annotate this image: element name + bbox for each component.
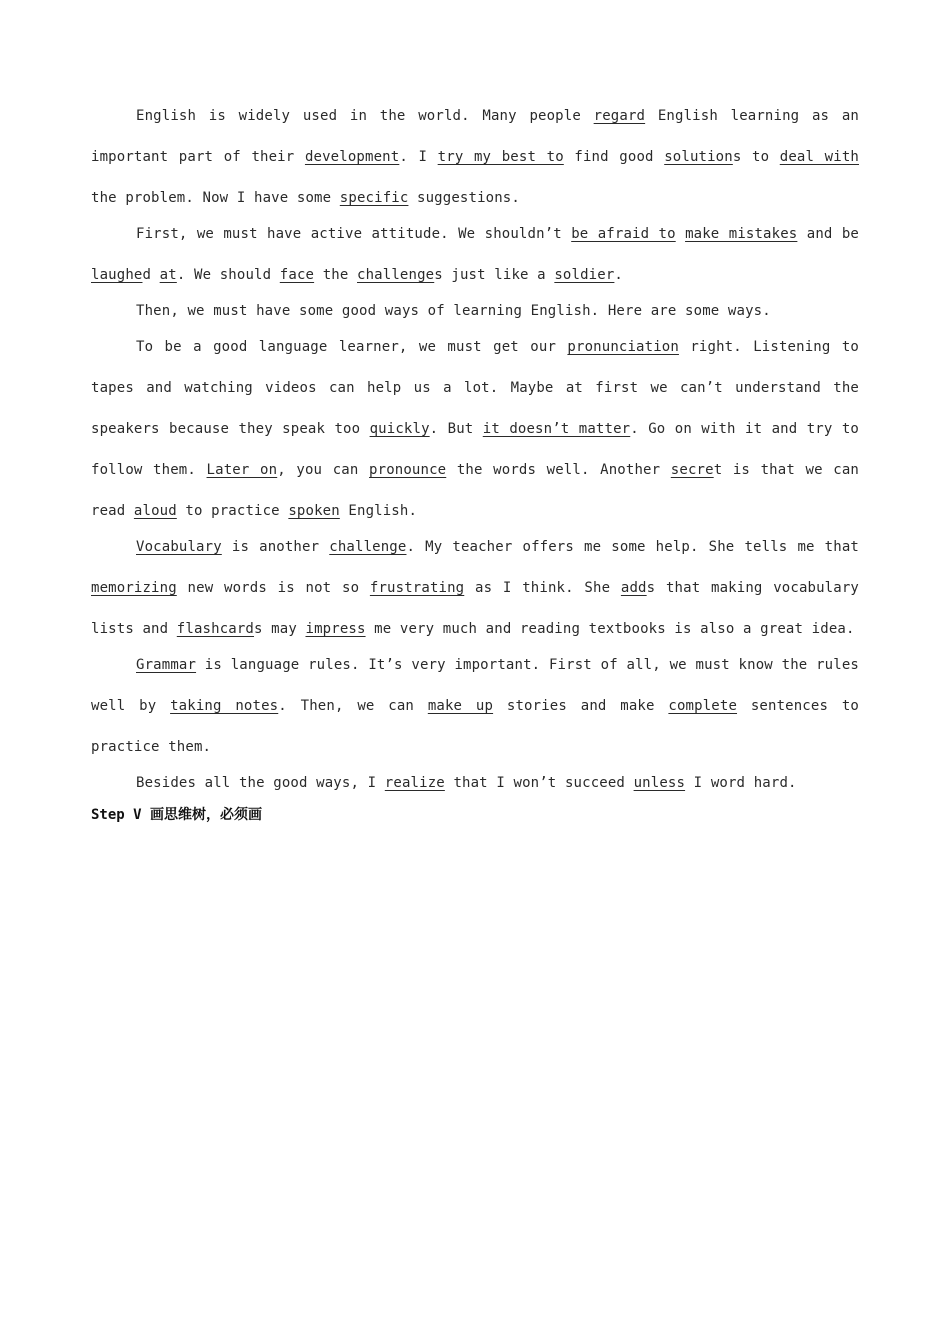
underlined-phrase: impress [305,621,366,637]
text-segment: Then, we must have some good ways of learning English. Here are some ways. [136,303,771,319]
text-segment: I word hard. [685,775,797,791]
text-segment: is another [221,539,330,555]
underlined-phrase: Later on [206,462,278,478]
underlined-phrase: Vocabulary [136,539,222,555]
text-segment: s just like a [434,267,555,283]
text-segment: that I won’t succeed [444,775,634,791]
underlined-phrase: at [159,267,177,283]
step-heading: Step V 画思维树，必须画 [91,807,263,823]
essay-paragraphs [91,96,859,804]
underlined-phrase: be afraid to [571,226,676,242]
underlined-phrase: flashcard [176,621,255,637]
underlined-phrase: regard [593,108,646,124]
text-segment: the words well. Another [446,462,671,478]
text-segment: . My teacher offers me some help. She tells me that [406,539,859,555]
underlined-phrase: face [279,267,315,283]
underlined-phrase: pronounce [369,462,447,478]
underlined-phrase: it doesn’t matter [482,421,631,437]
underlined-phrase: complete [668,698,738,714]
underlined-phrase: make mistakes [685,226,798,242]
text-segment: s that making vocabulary lists and [91,580,859,637]
underlined-phrase: secre [670,462,714,478]
text-segment: . [614,267,623,283]
paragraph [91,96,859,219]
text-segment: d [142,267,160,283]
underlined-phrase: make up [427,698,494,714]
underlined-phrase: try my best to [437,149,564,165]
underlined-phrase: deal with [779,149,859,165]
underlined-phrase: spoken [288,503,340,519]
text-segment: and be [797,226,859,242]
text-segment: . Then, we can [278,698,428,714]
underlined-phrase: challenge [329,539,407,555]
paragraph [91,527,859,650]
text-segment: s may [254,621,306,637]
text-segment [676,226,685,242]
text-segment: s to [732,149,780,165]
underlined-phrase: unless [633,775,686,791]
text-segment: stories and make [493,698,669,714]
underlined-phrase: challenge [357,267,435,283]
text-segment: the [314,267,358,283]
underlined-phrase: quickly [369,421,430,437]
underlined-phrase: laughe [91,267,143,283]
paragraph [91,214,859,296]
text-segment: t is that we can read [91,462,859,519]
text-segment: , you can [277,462,370,478]
text-segment: suggestions. [408,190,520,206]
text-segment: First, we must have active attitude. We shouldn’t [136,226,572,242]
underlined-phrase: add [620,580,647,596]
underlined-phrase: taking notes [170,698,279,714]
text-segment: Besides all the good ways, I [136,775,385,791]
paragraph [91,291,859,332]
text-segment: . Go on with it and try to follow them. [91,421,859,478]
text-segment: right. Listening to tapes and watching videos can help us a lot. Maybe at first we can’t understand the speakers because they speak too [91,339,859,437]
text-segment: English. [339,503,418,519]
underlined-phrase: specific [339,190,409,206]
text-segment: find good [563,149,665,165]
text-segment: To be a good language learner, we must get our [136,339,568,355]
text-segment: English is widely used in the world. Many people [136,108,594,124]
underlined-phrase: solution [664,149,733,165]
text-segment: . But [429,421,483,437]
text-segment: the problem. Now I have some [91,190,340,206]
underlined-phrase: development [304,149,400,165]
paragraph [91,763,859,804]
text-segment: new words is not so [176,580,370,596]
underlined-phrase: realize [384,775,445,791]
paragraph [91,327,859,532]
underlined-phrase: pronunciation [567,339,679,355]
underlined-phrase: memorizing [91,580,177,596]
underlined-phrase: frustrating [369,580,465,596]
text-segment: . We should [176,267,280,283]
text-segment: is language rules. It’s very important. First of all, we must know the rules well by [91,657,859,714]
text-segment: . I [399,149,438,165]
underlined-phrase: soldier [554,267,615,283]
paragraph [91,645,859,768]
document-body [91,96,859,827]
text-segment: English learning as an important part of their [91,108,860,165]
text-segment: me very much and reading textbooks is also a great idea. [365,621,855,637]
underlined-phrase: Grammar [136,657,197,673]
text-segment: to practice [176,503,289,519]
underlined-phrase: aloud [133,503,177,519]
text-segment: as I think. She [464,580,621,596]
text-segment: sentences to practice them. [91,698,859,755]
